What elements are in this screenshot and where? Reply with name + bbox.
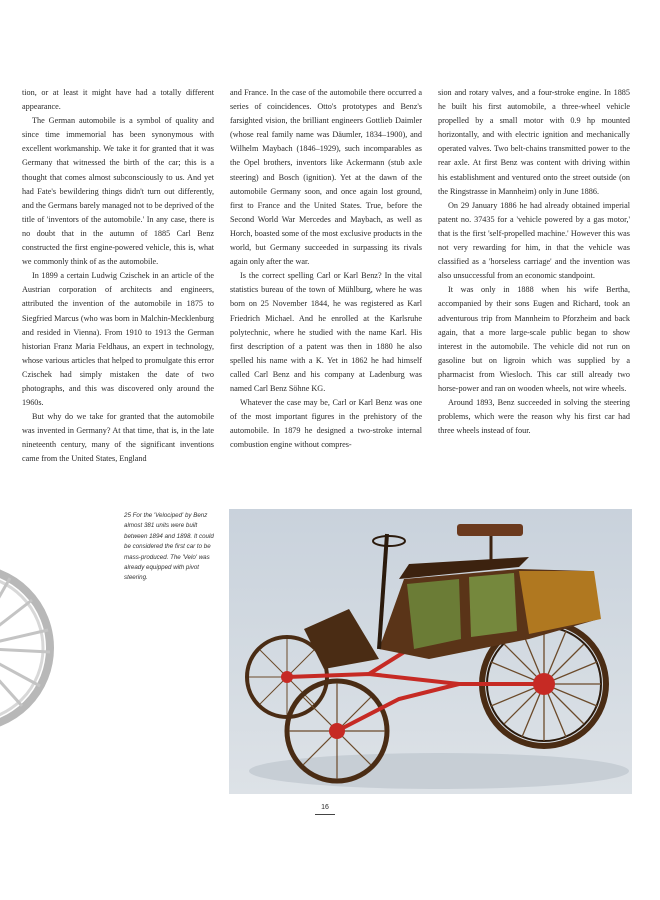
- paragraph: It was only in 1888 when his wife Bertha, accompanied by their sons Eugen and Richard, took an adventurous trip from Mannheim to Pforzheim and back again, that a more large-scale public began to show interest in the automobile. The vehicle did not run on gasoline but on ligroin which was supplied by a pharmacist from Wiesloch. This car still already two horse-power and ran on wooden wheels, not wire wheels.: [438, 285, 630, 393]
- paragraph: On 29 January 1886 he had already obtained imperial patent no. 37435 for a 'vehicle powered by a gas motor,' that is the first 'self-propelled machine.' However this was not very rewarding for him, in that the vehicle was classified as a 'horseless carriage' and the invention was also unsuccessful from an economic standpoint.: [438, 200, 630, 281]
- paragraph: tion, or at least it might have had a totally different appearance.: [22, 88, 214, 112]
- page-number: 16: [315, 802, 335, 815]
- text-column-2: [230, 86, 422, 452]
- paragraph: and France. In the case of the automobile there occurred a series of coincidences. Otto's prototypes and Benz's farsighted vision, the brilliant engineers Gottlieb Daimler (whose real family name was Däumler, 1834–1900), and Wilhelm Maybach (1846–1929), such incomparables as the Opel brothers, inventors like Ackermann (stub axle steering) and Bosch (ignition). Yet at the dawn of the automobile Germany soon, and once again lost ground, first to France and the United States. True, before the Second World War Mercedes and Maybach, as well as Horch, boasted some of the most exclusive products in the world, but Germany succeeded in surpassing its rivals again only after the war.: [230, 88, 422, 267]
- paragraph: But why do we take for granted that the automobile was invented in Germany? At that time, that is, in the late nineteenth century, many of the significant inventions came from the United States, England: [22, 412, 214, 464]
- paragraph: The German automobile is a symbol of quality and since time immemorial has been synonymous with excellent workmanship. We take it for granted that it was Germany that witnessed the birth of the car; this is a thought that comes almost subconsciously to us. And yet had Fate's bewildering things didn't turn out differently, and the Germans barely managed not to be deprived of the title of 'inventors of the automobile.' In any case, there is no doubt that in the autumn of 1885 Carl Benz constructed the first engine-powered vehicle, this is, what we commonly think of as the automobile.: [22, 116, 214, 267]
- vintage-car-photo: [229, 509, 632, 794]
- paragraph: sion and rotary valves, and a four-stroke engine. In 1885 he built his first automobile, a three-wheel vehicle propelled by a small motor with 0.9 hp mounted horizontally, and with electric ignition and mechanically operated valves. Two belt-chains transmitted power to the rear axle. At first Benz was content with driving within his establishment and ventured onto the street outside (on the Ringstrasse in Mannheim) only in June 1886.: [438, 88, 630, 196]
- text-column-3: [438, 86, 630, 438]
- paragraph: Around 1893, Benz succeeded in solving the steering problems, which were the reason why his first car had three wheels instead of four.: [438, 398, 630, 436]
- paragraph: Whatever the case may be, Carl or Karl Benz was one of the most important figures in the prehistory of the automobile. In 1879 he designed a two-stroke internal combustion engine without compres-: [230, 398, 422, 450]
- paragraph: Is the correct spelling Carl or Karl Benz? In the vital statistics bureau of the town of Mühlburg, where he was born on 25 November 1844, he was registered as Karl Friedrich Michael. And he enrolled at the Karlsruhe polytechnic, where he studied with the name Karl. His first description of a patent was then in 1880 he also spelled his name with a K. Yet in 1862 he had himself called Carl Benz and his company at Ladenburg was named Carl Benz Söhne KG.: [230, 271, 422, 393]
- partial-wheel-illustration: [0, 548, 60, 748]
- paragraph: In 1899 a certain Ludwig Czischek in an article of the Austrian corporation of architects and engineers, attributed the invention of the automobile in 1875 to Siegfried Marcus (who was born in Malchin-Mecklenburg and resided in Vienna). From 1910 to 1913 the German historian Franz Maria Feldhaus, an expert in technology, whose various articles that helped to promulgate this error Czischek had simply mistaken the date of two photographs, and this was discovered only around the 1960s.: [22, 271, 214, 408]
- photo-caption: 25 For the 'Velociped' by Benz almost 381 units were built between 1894 and 1898. It could be considered the first car to be mass-produced. The 'Velo' was already equipped with pivot steering.: [124, 512, 214, 582]
- text-column-1: [22, 86, 214, 467]
